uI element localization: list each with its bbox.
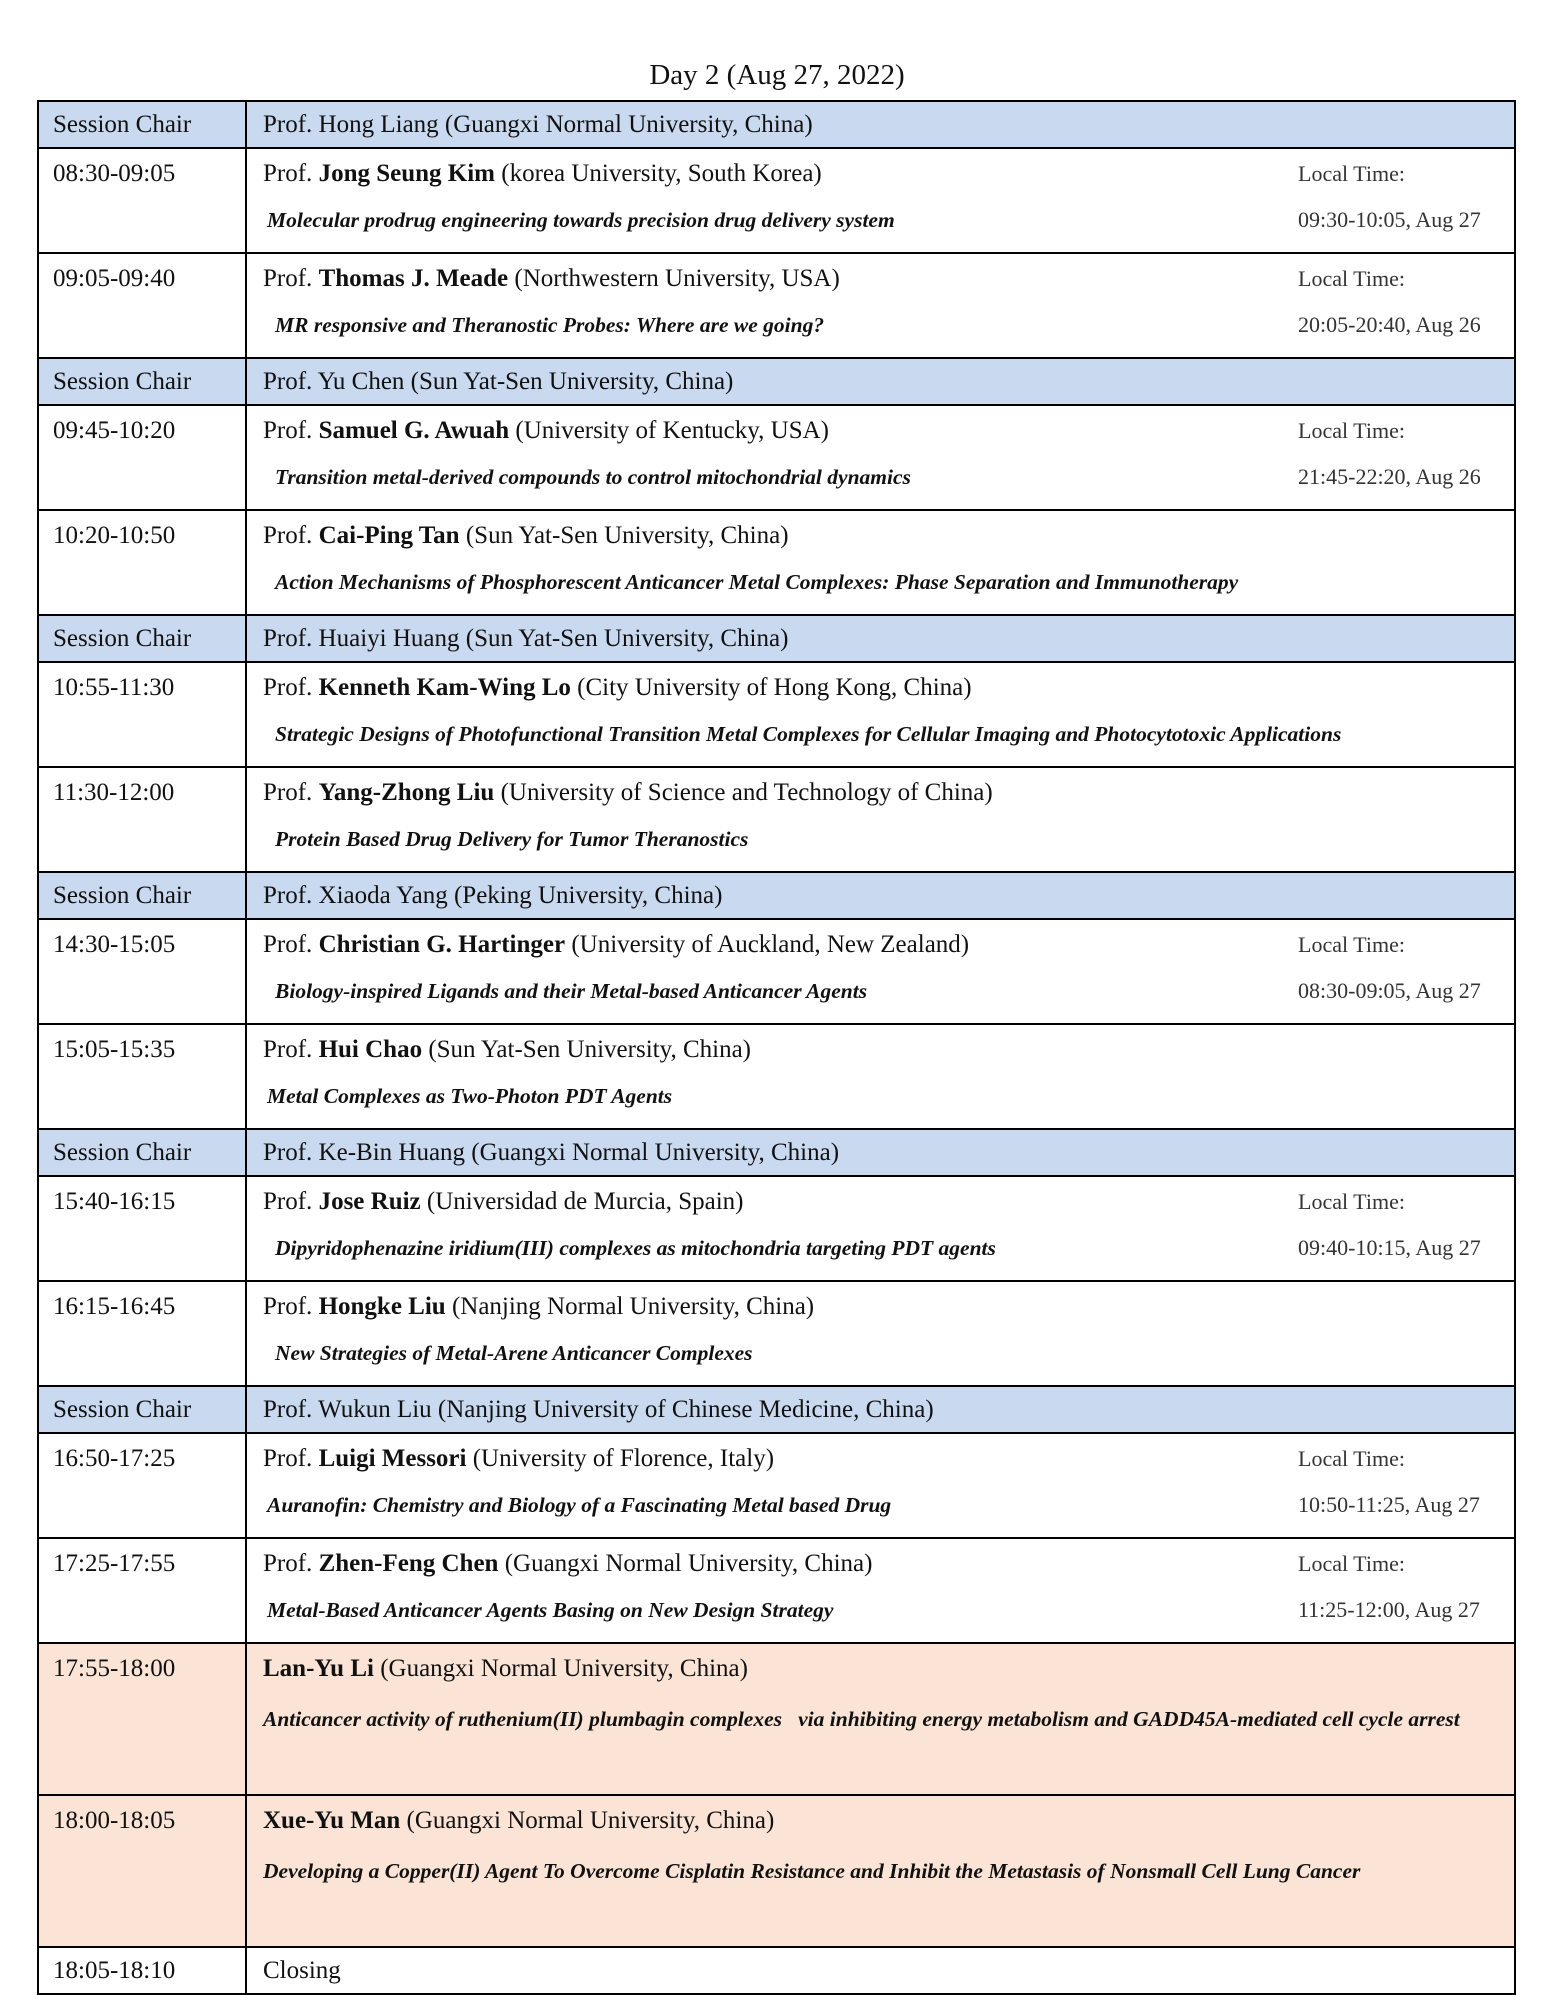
talk-row (38, 1176, 1515, 1281)
talk-time: 15:05-15:35 (38, 1024, 246, 1129)
speaker-affiliation: (Northwestern University, USA) (508, 265, 840, 292)
talk-topic: Action Mechanisms of Phosphorescent Anticancer Metal Complexes: Phase Separation and Immunotherapy (275, 570, 1239, 594)
speaker: Prof. Thomas J. Meade (Northwestern University, USA) (263, 265, 840, 292)
talk-time: 09:05-09:40 (38, 253, 246, 358)
speaker-affiliation: (Guangxi Normal University, China) (400, 1807, 775, 1834)
talk-row (38, 1538, 1515, 1643)
talk-row (38, 1281, 1515, 1386)
talk-topic: Protein Based Drug Delivery for Tumor Theranostics (275, 827, 749, 851)
local-time: Local Time: 09:40-10:15, Aug 27 (1298, 1189, 1481, 1260)
talk-row (38, 148, 1515, 253)
talk-topic: Molecular prodrug engineering towards precision drug delivery system (267, 208, 895, 232)
speaker-affiliation: (University of Auckland, New Zealand) (565, 931, 970, 958)
speaker-name: Hui Chao (318, 1036, 423, 1063)
session-chair-row (38, 1386, 1515, 1433)
local-time: Local Time: 21:45-22:20, Aug 26 (1298, 418, 1481, 489)
talk-topic: Transition metal-derived compounds to control mitochondrial dynamics (275, 465, 911, 489)
speaker (247, 1796, 1514, 1836)
closing-label: Closing (246, 1947, 1515, 1994)
local-time: Local Time: 11:25-12:00, Aug 27 (1298, 1551, 1480, 1622)
talk-time: 11:30-12:00 (38, 767, 246, 872)
talk-topic: MR responsive and Theranostic Probes: Where are we going? (275, 313, 825, 337)
local-time: Local Time: 09:30-10:05, Aug 27 (1298, 161, 1481, 232)
talk-row (38, 919, 1515, 1024)
talk-row (38, 510, 1515, 615)
speaker-name: Thomas J. Meade (318, 265, 509, 292)
speaker (247, 1644, 1514, 1684)
speaker-affiliation: (Guangxi Normal University, China) (498, 1550, 873, 1577)
talk-time: 10:20-10:50 (38, 510, 246, 615)
session-chair-name: Prof. Yu Chen (Sun Yat-Sen University, China) (246, 358, 1515, 405)
talk-topic: New Strategies of Metal-Arene Anticancer Complexes (275, 1341, 753, 1365)
session-chair-label: Session Chair (38, 358, 246, 405)
speaker-name: Christian G. Hartinger (318, 931, 566, 958)
speaker-name: Samuel G. Awuah (318, 417, 510, 444)
talk-row (38, 253, 1515, 358)
speaker-affiliation: (University of Science and Technology of China) (494, 779, 993, 806)
talk-row (38, 1024, 1515, 1129)
talk-time: 16:50-17:25 (38, 1433, 246, 1538)
speaker-affiliation: (University of Kentucky, USA) (509, 417, 829, 444)
session-chair-name: Prof. Hong Liang (Guangxi Normal University, China) (246, 101, 1515, 148)
session-chair-row (38, 615, 1515, 662)
speaker: Prof. Hongke Liu (Nanjing Normal University, China) (263, 1293, 815, 1320)
speaker-name: Jong Seung Kim (318, 160, 495, 187)
talk-topic: Metal-Based Anticancer Agents Basing on New Design Strategy (267, 1598, 834, 1622)
talk-topic: Auranofin: Chemistry and Biology of a Fascinating Metal based Drug (267, 1493, 892, 1517)
talk-time: 15:40-16:15 (38, 1176, 246, 1281)
local-time: Local Time: 10:50-11:25, Aug 27 (1298, 1446, 1480, 1517)
session-chair-name: Prof. Wukun Liu (Nanjing University of Chinese Medicine, China) (246, 1386, 1515, 1433)
talk-topic: Strategic Designs of Photofunctional Transition Metal Complexes for Cellular Imaging and Photocytotoxic Applications (275, 722, 1342, 746)
speaker-name: Hongke Liu (318, 1293, 446, 1320)
speaker-affiliation: (Universidad de Murcia, Spain) (420, 1188, 744, 1215)
closing-row (38, 1947, 1515, 1994)
talk-row (38, 1433, 1515, 1538)
speaker: Prof. Jong Seung Kim (korea University, South Korea) (263, 160, 822, 187)
speaker-affiliation: (Nanjing Normal University, China) (445, 1293, 815, 1320)
talk-time: 08:30-09:05 (38, 148, 246, 253)
speaker: Prof. Hui Chao (Sun Yat-Sen University, China) (263, 1036, 752, 1063)
speaker: Prof. Kenneth Kam-Wing Lo (City University of Hong Kong, China) (263, 674, 972, 701)
session-chair-label: Session Chair (38, 872, 246, 919)
speaker: Prof. Jose Ruiz (Universidad de Murcia, Spain) (263, 1188, 744, 1215)
session-chair-row (38, 872, 1515, 919)
talk-time: 18:00-18:05 (38, 1795, 246, 1947)
speaker-affiliation: (Guangxi Normal University, China) (373, 1655, 748, 1682)
talk-time: 17:55-18:00 (38, 1643, 246, 1795)
talk-topic: Dipyridophenazine iridium(III) complexes as mitochondria targeting PDT agents (275, 1236, 996, 1260)
speaker-affiliation: (City University of Hong Kong, China) (570, 674, 972, 701)
talk-topic: Developing a Copper(II) Agent To Overcome Cisplatin Resistance and Inhibit the Metastasis of Nonsmall Cell Lung Cancer (263, 1859, 1361, 1883)
speaker: Prof. Christian G. Hartinger (University of Auckland, New Zealand) (263, 931, 970, 958)
talk-topic: Metal Complexes as Two-Photon PDT Agents (267, 1084, 673, 1108)
talk-time: 14:30-15:05 (38, 919, 246, 1024)
session-chair-label: Session Chair (38, 615, 246, 662)
speaker: Prof. Luigi Messori (University of Florence, Italy) (263, 1445, 775, 1472)
local-time: Local Time: 08:30-09:05, Aug 27 (1298, 932, 1481, 1003)
speaker-affiliation: (Sun Yat-Sen University, China) (422, 1036, 752, 1063)
session-chair-label: Session Chair (38, 1129, 246, 1176)
session-chair-name: Prof. Ke-Bin Huang (Guangxi Normal University, China) (246, 1129, 1515, 1176)
talk-row (38, 405, 1515, 510)
speaker-name: Zhen-Feng Chen (318, 1550, 499, 1577)
session-chair-label: Session Chair (38, 1386, 246, 1433)
speaker: Prof. Samuel G. Awuah (University of Kentucky, USA) (263, 417, 829, 444)
speaker: Prof. Zhen-Feng Chen (Guangxi Normal University, China) (263, 1550, 873, 1577)
session-chair-row (38, 358, 1515, 405)
talk-time: 09:45-10:20 (38, 405, 246, 510)
speaker-affiliation: (korea University, South Korea) (495, 160, 822, 187)
session-chair-name: Prof. Huaiyi Huang (Sun Yat-Sen University, China) (246, 615, 1515, 662)
talk-topic: Biology-inspired Ligands and their Metal-based Anticancer Agents (275, 979, 868, 1003)
speaker: Prof. Cai-Ping Tan (Sun Yat-Sen University, China) (263, 522, 789, 549)
speaker-name: Xue-Yu Man (263, 1807, 401, 1834)
session-chair-name: Prof. Xiaoda Yang (Peking University, China) (246, 872, 1515, 919)
session-chair-row (38, 1129, 1515, 1176)
short-talk-row (38, 1643, 1515, 1795)
talk-topic: Anticancer activity of ruthenium(II) plumbagin complexes via inhibiting energy metabolism and GADD45A-mediated cell cycle arrest (263, 1707, 1460, 1731)
talk-time: 17:25-17:55 (38, 1538, 246, 1643)
talk-time: 10:55-11:30 (38, 662, 246, 767)
closing-time: 18:05-18:10 (38, 1947, 246, 1994)
short-talk-row (38, 1795, 1515, 1947)
schedule-table (37, 100, 1516, 1995)
page-title: Day 2 (Aug 27, 2022) (649, 59, 905, 91)
session-chair-row (38, 101, 1515, 148)
local-time: Local Time: 20:05-20:40, Aug 26 (1298, 266, 1481, 337)
speaker-affiliation: (Sun Yat-Sen University, China) (459, 522, 789, 549)
speaker-name: Lan-Yu Li (263, 1655, 374, 1682)
speaker-name: Kenneth Kam-Wing Lo (318, 674, 571, 701)
talk-row (38, 767, 1515, 872)
speaker-affiliation: (University of Florence, Italy) (466, 1445, 775, 1472)
talk-row (38, 662, 1515, 767)
session-chair-label: Session Chair (38, 101, 246, 148)
speaker-name: Yang-Zhong Liu (318, 779, 495, 806)
speaker-name: Cai-Ping Tan (318, 522, 460, 549)
speaker: Prof. Yang-Zhong Liu (University of Science and Technology of China) (263, 779, 993, 806)
speaker-name: Luigi Messori (318, 1445, 467, 1472)
speaker-name: Jose Ruiz (318, 1188, 421, 1215)
talk-time: 16:15-16:45 (38, 1281, 246, 1386)
